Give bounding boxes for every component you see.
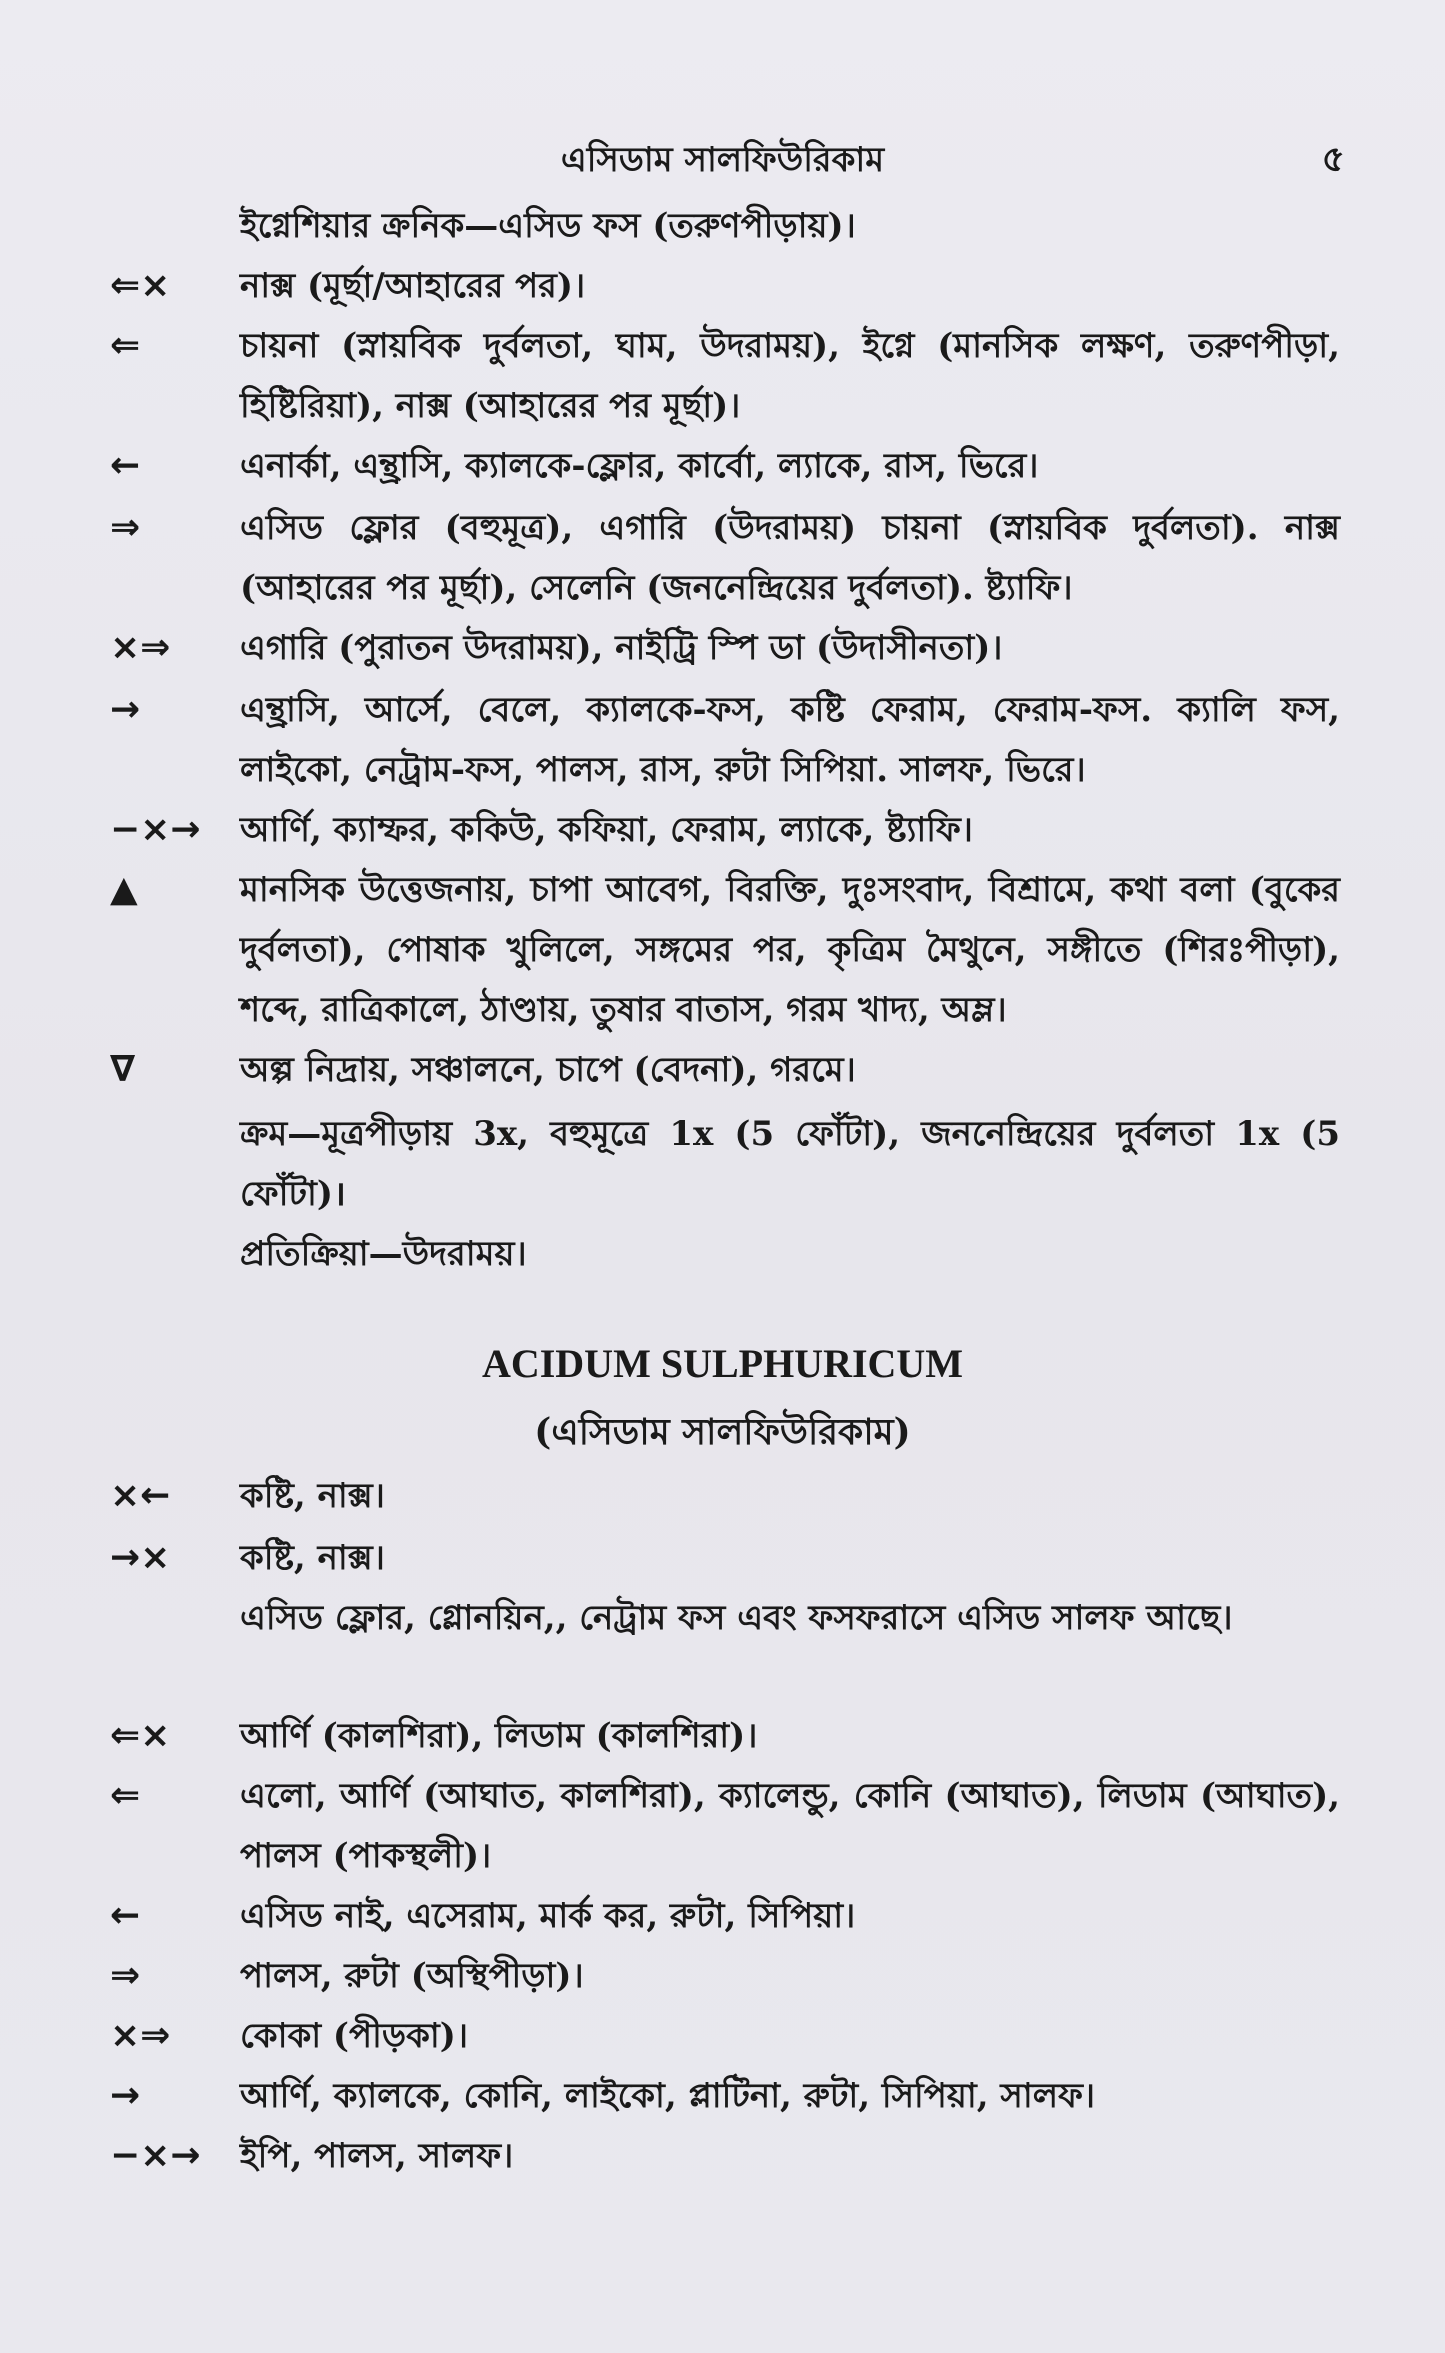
relation-symbol: ∇: [110, 1049, 136, 1090]
entry-text: এগারি (পুরাতন উদরাময়), নাইট্রি স্পি ডা (উদাসীনতা)।: [240, 628, 1003, 668]
entry-text: আর্ণি, ক্যাম্ফর, ককিউ, কফিয়া, ফেরাম, ল্যাকে, ষ্ট্যাফি।: [240, 810, 973, 850]
relation-symbol: →: [110, 2075, 141, 2116]
entry-text: প্রতিক্রিয়া—উদরাময়।: [240, 1234, 527, 1274]
entry-text: ইগ্নেশিয়ার ক্রনিক—এসিড ফস (তরুণপীড়ায়)।: [240, 206, 856, 246]
entry-text: এসিড ফ্লোর (বহুমূত্র), এগারি (উদরাময়) চায়না (স্নায়বিক দুর্বলতা). নাক্স (আহারের পর মূর্ছা), সেলেনি (জননেন্দ্রিয়ের দুর্বলতা). ষ্ট্যাফি।: [240, 508, 1340, 608]
entry-text: এসিড ফ্লোর, গ্লোনয়িন,, নেট্রাম ফস এবং ফসফরাসে এসিড সালফ আছে।: [240, 1598, 1233, 1638]
relation-symbol: →×: [110, 1537, 171, 1578]
page-number: ৫: [1321, 138, 1345, 180]
entry-text: এলো, আর্ণি (আঘাত, কালশিরা), ক্যালেন্ডু, কোনি (আঘাত), লিডাম (আঘাত), পালস (পাকস্থলী)।: [240, 1776, 1340, 1876]
entry-text: নাক্স (মূৰ্ছা/আহারের পর)।: [240, 266, 586, 306]
relation-symbol: ×⇒: [110, 627, 171, 668]
relation-symbol: ⇒: [110, 507, 141, 548]
entry-text: অল্প নিদ্রায়, সঞ্চালনে, চাপে (বেদনা), গরমে।: [240, 1050, 856, 1090]
entry-text: এনার্কা, এন্থ্রাসি, ক্যালকে-ফ্লোর, কার্বো, ল্যাকে, রাস, ভিরে।: [240, 446, 1039, 486]
relation-symbol: ⇐: [110, 325, 141, 366]
relation-symbol: ×⇒: [110, 2015, 171, 2056]
relation-symbol: ←: [110, 445, 141, 486]
page-header: [0, 128, 1445, 188]
entry-text: ক্রম—মূত্রপীড়ায় 3x, বহুমূত্রে 1x (5 ফোঁটা), জননেন্দ্রিয়ের দুর্বলতা 1x (5 ফোঁটা)।: [240, 1114, 1340, 1214]
entry-text: এসিড নাই, এসেরাম, মার্ক কর, রুটা, সিপিয়া।: [240, 1896, 856, 1936]
entry-text: মানসিক উত্তেজনায়, চাপা আবেগ, বিরক্তি, দুঃসংবাদ, বিশ্রামে, কথা বলা (বুকের দুর্বলতা), পোষাক খুলিলে, সঙ্গমের পর, কৃত্রিম মৈথুনে, সঙ্গীতে (শিরঃপীড়া), শব্দে, রাত্রিকালে, ঠাণ্ডায়, তুষার বাতাস, গরম খাদ্য, অম্ল।: [240, 870, 1340, 1030]
entry-text: চায়না (স্নায়বিক দুর্বলতা, ঘাম, উদরাময়), ইগ্নে (মানসিক লক্ষণ, তরুণপীড়া, হিষ্টিরিয়া), নাক্স (আহারের পর মূৰ্ছা)।: [240, 326, 1340, 426]
entry-text: আর্ণি, ক্যালকে, কোনি, লাইকো, প্লাটিনা, রুটা, সিপিয়া, সালফ।: [240, 2076, 1096, 2116]
relation-symbol: ←: [110, 1895, 141, 1936]
relation-symbol: −×→: [110, 809, 201, 850]
running-title: এসিডাম সালফিউরিকাম: [560, 140, 885, 180]
entry-text: কষ্টি, নাক্স।: [240, 1538, 385, 1578]
entry-text: পালস, রুটা (অস্থিপীড়া)।: [240, 1956, 584, 1996]
relation-symbol: ⇐×: [110, 265, 171, 306]
section-heading-bengali: (এসিডাম সালফিউরিকাম): [534, 1411, 911, 1453]
entry-text: কষ্টি, নাক্স।: [240, 1476, 385, 1516]
relation-symbol: −×→: [110, 2135, 201, 2176]
entry-text: আর্ণি (কালশিরা), লিডাম (কালশিরা)।: [240, 1716, 758, 1756]
relation-symbol: ▲: [110, 869, 138, 910]
relation-symbol: ⇐×: [110, 1715, 171, 1756]
entry-text: এন্থ্রাসি, আর্সে, বেলে, ক্যালকে-ফস, কষ্টি ফেরাম, ফেরাম-ফস. ক্যালি ফস, লাইকো, নেট্রাম-ফস, পালস, রাস, রুটা সিপিয়া. সালফ, ভিরে।: [240, 690, 1340, 790]
relation-symbol: ⇒: [110, 1955, 141, 1996]
relation-symbol: ⇐: [110, 1775, 141, 1816]
section-heading-latin: ACIDUM SULPHURICUM: [481, 1341, 964, 1386]
relation-symbol: →: [110, 689, 141, 730]
entry-text: ইপি, পালস, সালফ।: [240, 2136, 514, 2176]
relation-symbol: ×←: [110, 1475, 171, 1516]
entry-text: কোকা (পীড়কা)।: [240, 2016, 468, 2056]
